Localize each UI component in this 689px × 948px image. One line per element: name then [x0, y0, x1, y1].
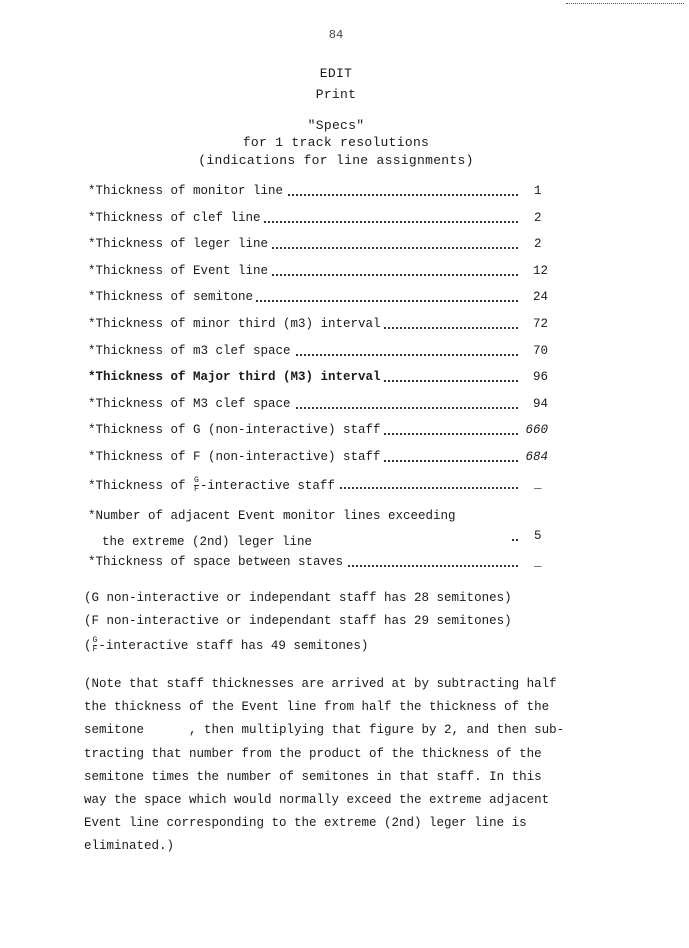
paragraph-line: the thickness of the Event line from half the thickness of the — [84, 700, 550, 715]
spec-value: 12 — [530, 264, 548, 278]
subsection-heading: Print — [315, 87, 357, 102]
specs-heading: "Specs" — [307, 118, 365, 133]
page-number: 84 — [328, 28, 344, 42]
spec-row — [88, 555, 558, 582]
spec-label: *Thickness of monitor line — [88, 184, 286, 198]
spec-value: 5 — [531, 529, 548, 543]
spec-row — [88, 237, 558, 264]
section-heading: EDIT — [319, 66, 353, 81]
spec-row — [88, 450, 558, 477]
spec-label: *Thickness of minor third (m3) interval — [88, 317, 384, 331]
note-prefix: ( — [84, 638, 92, 653]
indications-heading: (indications for line assignments) — [198, 153, 474, 168]
spec-label: *Thickness of Event line — [88, 264, 271, 278]
spec-label: *Thickness of G (non-interactive) staff — [88, 423, 384, 437]
semitone-notes — [84, 591, 614, 660]
spec-value: 660 — [522, 423, 548, 437]
spec-row — [88, 503, 558, 555]
paragraph-line: (Note that staff thicknesses are arrived at by subtracting half — [84, 677, 557, 691]
paragraph-line: semitone , then multiplying that figure by 2, and then sub- — [84, 723, 565, 738]
spec-label-line2: the extreme (2nd) leger line — [102, 535, 313, 550]
paragraph-line: Event line corresponding to the extreme (2nd) leger line is — [84, 816, 527, 831]
spec-row — [88, 370, 558, 397]
spec-value: 2 — [531, 211, 548, 225]
spec-value: 94 — [530, 397, 548, 411]
spec-value: _ — [531, 555, 548, 569]
paragraph-line: tracting that number from the product of the thickness of the — [84, 746, 542, 761]
spec-label — [88, 503, 511, 555]
spec-row — [88, 477, 558, 504]
spec-value: 96 — [530, 370, 548, 384]
note-line — [84, 637, 614, 660]
spec-row — [88, 423, 558, 450]
spec-row — [88, 290, 558, 317]
spec-list — [88, 184, 558, 582]
spec-value: 1 — [531, 184, 548, 198]
spec-row — [88, 264, 558, 291]
note-suffix: -interactive staff has 49 semitones) — [98, 638, 369, 653]
spec-label-line1: *Number of adjacent Event monitor lines exceeding — [88, 509, 456, 524]
spec-label: *Thickness of m3 clef space — [88, 344, 294, 358]
spec-value: 2 — [531, 237, 548, 251]
fraction-denominator: F — [194, 484, 199, 494]
spec-label — [88, 477, 338, 494]
top-edge-rule — [566, 3, 684, 4]
spec-value: _ — [531, 477, 548, 491]
spec-row — [88, 317, 558, 344]
fraction-denominator: F — [92, 645, 98, 654]
paragraph-line: eliminated.) — [84, 839, 175, 854]
spec-row — [88, 344, 558, 371]
spec-row — [88, 184, 558, 211]
explanation-paragraph — [84, 673, 614, 859]
fraction-numerator: G — [194, 475, 199, 485]
note-line: (G non-interactive or independant staff has 28 semitones) — [84, 591, 512, 605]
spec-label: *Thickness of leger line — [88, 237, 271, 251]
spec-label: *Thickness of semitone — [88, 290, 256, 304]
spec-label: *Thickness of M3 clef space — [88, 397, 294, 411]
paragraph-line: way the space which would normally exceed the extreme adjacent — [84, 792, 550, 807]
spec-label-prefix: *Thickness of — [88, 478, 194, 493]
spec-label: *Thickness of clef line — [88, 211, 264, 225]
note-line: (F non-interactive or independant staff has 29 semitones) — [84, 614, 512, 628]
spec-row — [88, 211, 558, 238]
spec-label: *Thickness of Major third (M3) interval — [88, 370, 384, 384]
spec-value: 684 — [522, 450, 548, 464]
fraction-numerator: G — [92, 636, 98, 645]
spec-label-suffix: -interactive staff — [199, 478, 335, 493]
spec-label: *Thickness of F (non-interactive) staff — [88, 450, 384, 464]
spec-value: 24 — [530, 290, 548, 304]
spec-label: *Thickness of space between staves — [88, 555, 346, 569]
g-over-f-fraction — [194, 477, 199, 494]
spec-value: 72 — [530, 317, 548, 331]
resolution-heading: for 1 track resolutions — [242, 135, 430, 150]
g-over-f-fraction — [93, 637, 98, 654]
paragraph-line: semitone times the number of semitones in that staff. In this — [84, 769, 542, 784]
spec-value: 70 — [530, 344, 548, 358]
spec-row — [88, 397, 558, 424]
